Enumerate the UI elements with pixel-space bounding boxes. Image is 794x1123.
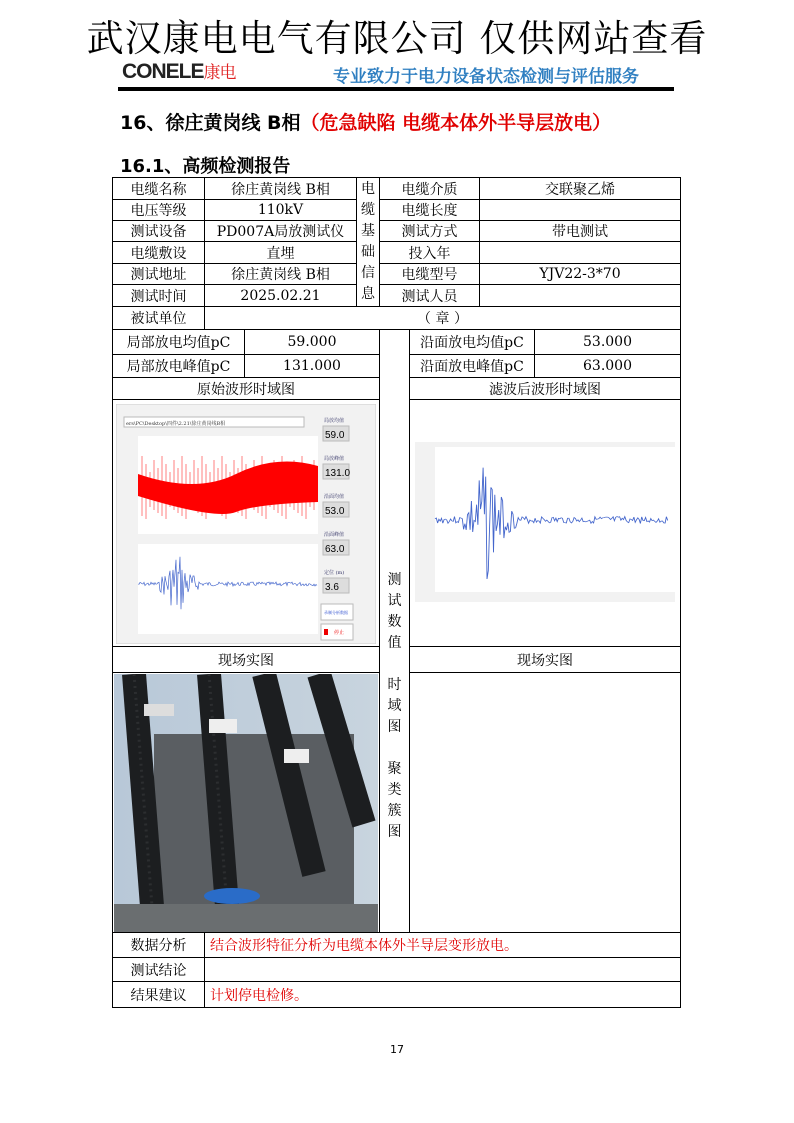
side-char: 基 (361, 223, 375, 239)
side-char: 类 (387, 781, 402, 798)
conele-logo (122, 58, 236, 84)
field-label: 局放均值 (324, 418, 345, 424)
basic-info-side-label (356, 177, 380, 307)
side-char: 簇 (387, 802, 402, 819)
field-label: 沿面峰值 (324, 532, 345, 538)
slogan: 专业致力于电力设备状态检测与评估服务 (333, 67, 639, 87)
filtered-waveform-cell (409, 399, 681, 647)
filtered-waveform-chart (415, 442, 675, 602)
info-label: 测试人员 (379, 284, 480, 307)
side-char: 试 (387, 592, 402, 609)
side-char: 息 (361, 286, 375, 302)
advice-value: 计划停电检修。 (204, 981, 681, 1008)
info-label: 测试时间 (112, 284, 205, 307)
surf-peak-value: 63.000 (534, 354, 681, 378)
watermark: 武汉康电电气有限公司 仅供网站查看 (86, 17, 708, 60)
field-value: 63.0 (325, 544, 345, 555)
side-char: 础 (361, 244, 375, 260)
info-label: 测试方式 (379, 220, 480, 242)
side-char: 域 (387, 697, 402, 714)
logo-text: CONELE (122, 60, 204, 83)
info-value (479, 284, 681, 307)
filtered-waveform-title: 滤波后波形时域图 (409, 377, 681, 400)
info-label: 电缆型号 (379, 263, 480, 285)
side-char: 缆 (361, 202, 375, 218)
record-label: 录制分析数据 (324, 610, 348, 615)
file-path: ers\PC\Desktop\四件\2.21\徐庄黄岗线B相 (126, 421, 226, 427)
software-screenshot (116, 404, 376, 644)
side-char: 图 (387, 823, 402, 840)
field-label: 沿面均值 (324, 494, 345, 500)
side-char: 测 (387, 571, 402, 588)
avg-label: 局部放电均值pC (112, 329, 245, 355)
side-char: 时 (387, 676, 402, 693)
info-label: 电缆敷设 (112, 241, 205, 264)
field-label: 定位 (m) (324, 570, 345, 576)
info-label: 测试地址 (112, 263, 205, 285)
side-char: 电 (361, 181, 375, 197)
info-value: 徐庄黄岗线 B相 (204, 263, 357, 285)
info-value: 直埋 (204, 241, 357, 264)
peak-label: 局部放电峰值pC (112, 354, 245, 378)
side-char: 值 (387, 634, 402, 651)
info-value (479, 199, 681, 221)
title-main: 16、徐庄黄岗线 B相 (120, 112, 301, 134)
field-label: 局放峰值 (324, 456, 345, 462)
photo-label: 现场实图 (112, 646, 380, 673)
advice-label: 结果建议 (112, 981, 205, 1008)
logo-cn: 康电 (203, 63, 236, 82)
title-defect: （危急缺陷 电缆本体外半导层放电） (300, 112, 612, 134)
info-value: PD007A局放测试仪 (204, 220, 357, 242)
site-photo (114, 674, 378, 932)
info-label: 电缆介质 (379, 177, 480, 200)
side-char: 数 (387, 613, 402, 630)
page-number: 17 (390, 1043, 404, 1056)
field-value: 53.0 (325, 506, 345, 517)
side-char: 信 (361, 265, 375, 281)
info-value: 110kV (204, 199, 357, 221)
info-label: 电缆长度 (379, 199, 480, 221)
test-side-label (379, 329, 410, 933)
analysis-value: 结合波形特征分析为电缆本体外半导层变形放电。 (204, 932, 681, 958)
surf-peak-label: 沿面放电峰值pC (409, 354, 535, 378)
info-value: 2025.02.21 (204, 284, 357, 307)
site-photo-cell (112, 672, 380, 933)
raw-waveform-title: 原始波形时域图 (112, 377, 380, 400)
surf-avg-value: 53.000 (534, 329, 681, 355)
side-char: 图 (387, 718, 402, 735)
result-label: 测试结论 (112, 957, 205, 982)
info-label: 测试设备 (112, 220, 205, 242)
result-value (204, 957, 681, 982)
info-label: 投入年 (379, 241, 480, 264)
info-value: 交联聚乙烯 (479, 177, 681, 200)
field-value: 3.6 (325, 582, 339, 593)
analysis-label: 数据分析 (112, 932, 205, 958)
unit-value: （ 章 ） (204, 306, 681, 330)
peak-value: 131.000 (244, 354, 380, 378)
empty-photo-cell (409, 672, 681, 933)
photo-label: 现场实图 (409, 646, 681, 673)
info-value: 徐庄黄岗线 B相 (204, 177, 357, 200)
raw-waveform-cell (112, 399, 380, 647)
stop-label: 停止 (334, 630, 345, 636)
header-rule (118, 87, 674, 91)
side-char: 聚 (387, 760, 402, 777)
field-value: 59.0 (325, 430, 345, 441)
section-title (120, 108, 611, 135)
info-label: 电压等级 (112, 199, 205, 221)
subsection-title: 16.1、高频检测报告 (120, 156, 291, 177)
info-label: 电缆名称 (112, 177, 205, 200)
info-value (479, 241, 681, 264)
surf-avg-label: 沿面放电均值pC (409, 329, 535, 355)
unit-label: 被试单位 (112, 306, 205, 330)
avg-value: 59.000 (244, 329, 380, 355)
info-value: YJV22-3*70 (479, 263, 681, 285)
field-value: 131.0 (325, 468, 351, 479)
info-value: 带电测试 (479, 220, 681, 242)
